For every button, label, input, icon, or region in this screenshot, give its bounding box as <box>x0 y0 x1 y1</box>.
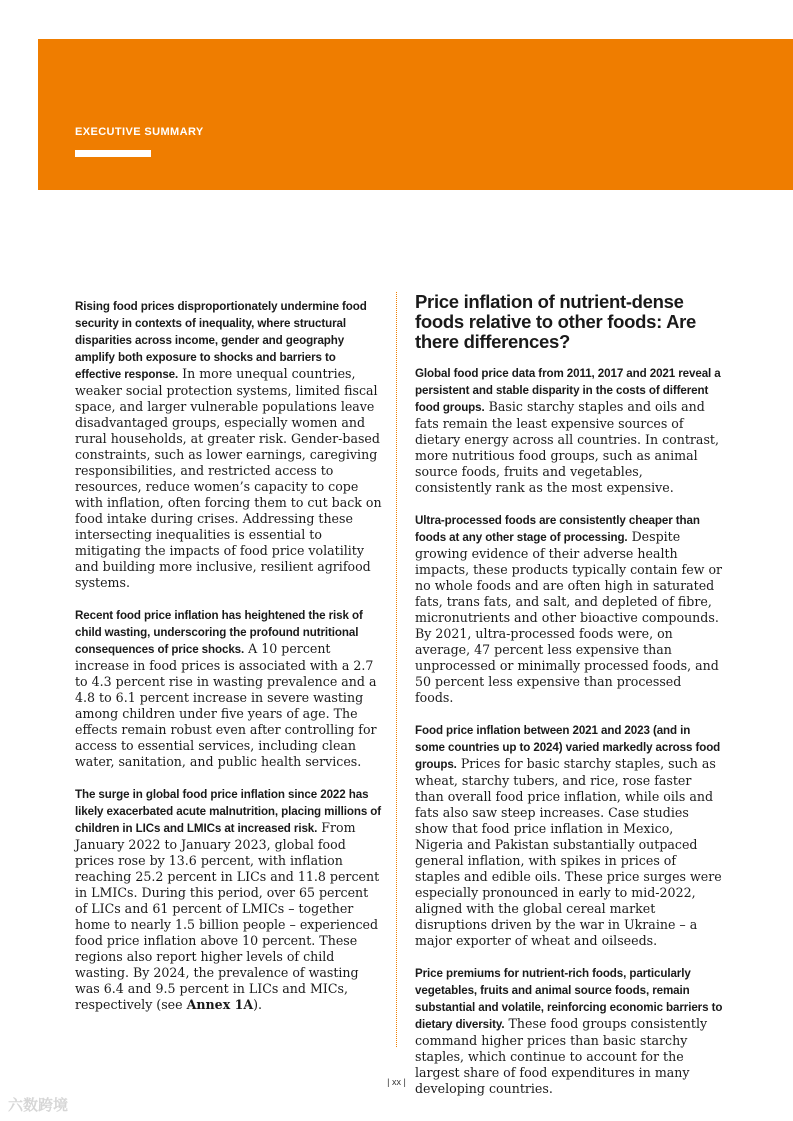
paragraph-lead: Rising food prices disproportionately undermine food security in contexts of inequality, where structural disparities across income, gender and geography amplify both exposure to shocks and barriers to effective response. <box>75 300 367 381</box>
paragraph-tail: ). <box>253 997 263 1012</box>
header-banner <box>38 39 793 190</box>
annex-reference: Annex 1A <box>186 997 254 1012</box>
paragraph-body: Prices for basic starchy staples, such as wheat, starchy tubers, and rice, rose faster than overall food price inflation, while oils and fats also saw steep increases. Case studies show that food price inflation in Mexico, Nigeria and Pakistan substantially outpaced general inflation, with spikes in prices of staples and edible oils. These price surges were especially pronounced in early to mid-2022, aligned with the global cereal market disruptions driven by the war in Ukraine – a major exporter of wheat and oilseeds. <box>415 756 722 948</box>
paragraph-lead: Price premiums for nutrient-rich foods, particularly vegetables, fruits and animal source foods, remain substantial and volatile, reinforcing economic barriers to dietary diversity. <box>415 967 723 1031</box>
paragraph-lead: Food price inflation between 2021 and 2023 (and in some countries up to 2024) varied markedly across food groups. <box>415 724 721 771</box>
paragraph-lead: Recent food price inflation has heightened the risk of child wasting, underscoring the profound nutritional consequences of price shocks. <box>75 609 363 656</box>
paragraph-price-disparity <box>415 365 723 496</box>
column-divider <box>396 292 397 1047</box>
paragraph-global-surge <box>75 786 383 1013</box>
section-label: EXECUTIVE SUMMARY <box>75 126 204 138</box>
watermark-logo: 六数跨境 <box>8 1096 69 1114</box>
paragraph-inflation-variation <box>415 722 723 949</box>
paragraph-lead: Ultra-processed foods are consistently cheaper than foods at any other stage of processing. <box>415 514 700 544</box>
paragraph-child-wasting <box>75 607 383 770</box>
paragraph-body: A 10 percent increase in food prices is associated with a 2.7 to 4.3 percent rise in wasting prevalence and a 4.8 to 6.1 percent increase in severe wasting among children under five years of age. The effects remain robust even after controlling for access to essential services, including clean water, sanitation, and public health services. <box>75 641 377 769</box>
paragraph-body: Despite growing evidence of their adverse health impacts, these products typically contain few or no whole foods and are often high in saturated fats, trans fats, and salt, and depleted of fibre, micronutrients and other bioactive compounds. By 2021, ultra-processed foods were, on average, 47 percent less expensive than unprocessed or minimally processed foods, and 50 percent less expensive than processed foods. <box>415 529 723 705</box>
header-rule <box>75 150 151 157</box>
paragraph-body: Basic starchy staples and oils and fats remain the least expensive sources of dietary energy across all countries. In contrast, more nutritious food groups, such as animal source foods, fruits and vegetables, consistently rank as the most expensive. <box>415 399 719 495</box>
page-number: | xx | <box>387 1077 406 1087</box>
right-column <box>415 292 723 1113</box>
paragraph-body: From January 2022 to January 2023, global food prices rose by 13.6 percent, with inflation reaching 25.2 percent in LICs and 11.8 percent in LMICs. During this period, over 65 percent of LICs and 61 percent of LMICs – together home to nearly 1.5 billion people – experienced food price inflation above 10 percent. These regions also report higher levels of child wasting. By 2024, the prevalence of wasting was 6.4 and 9.5 percent in LICs and MICs, respectively (see <box>75 820 380 1012</box>
section-title: Price inflation of nutrient-dense foods relative to other foods: Are there differences? <box>415 291 697 352</box>
paragraph-lead: Global food price data from 2011, 2017 and 2021 reveal a persistent and stable disparity in the costs of different food groups. <box>415 367 721 414</box>
paragraph-ultra-processed <box>415 512 723 706</box>
paragraph-body: These food groups consistently command higher prices than basic starchy staples, which continue to account for the largest share of food expenditures in many developing countries. <box>415 1016 708 1096</box>
left-column <box>75 298 383 1029</box>
paragraph-body: In more unequal countries, weaker social protection systems, limited fiscal space, and larger vulnerable populations leave disadvantaged groups, especially women and rural households, at greater risk. Gender-based constraints, such as lower earnings, caregiving responsibilities, and restricted access to resources, reduce women’s capacity to cope with inflation, often forcing them to cut back on food intake during crises. Addressing these intersecting inequalities is essential to mitigating the impacts of food price volatility and building more inclusive, resilient agrifood systems. <box>75 366 382 590</box>
paragraph-inequality <box>75 298 383 591</box>
paragraph-lead: The surge in global food price inflation since 2022 has likely exacerbated acute malnutrition, placing millions of children in LICs and LMICs at increased risk. <box>75 788 382 835</box>
